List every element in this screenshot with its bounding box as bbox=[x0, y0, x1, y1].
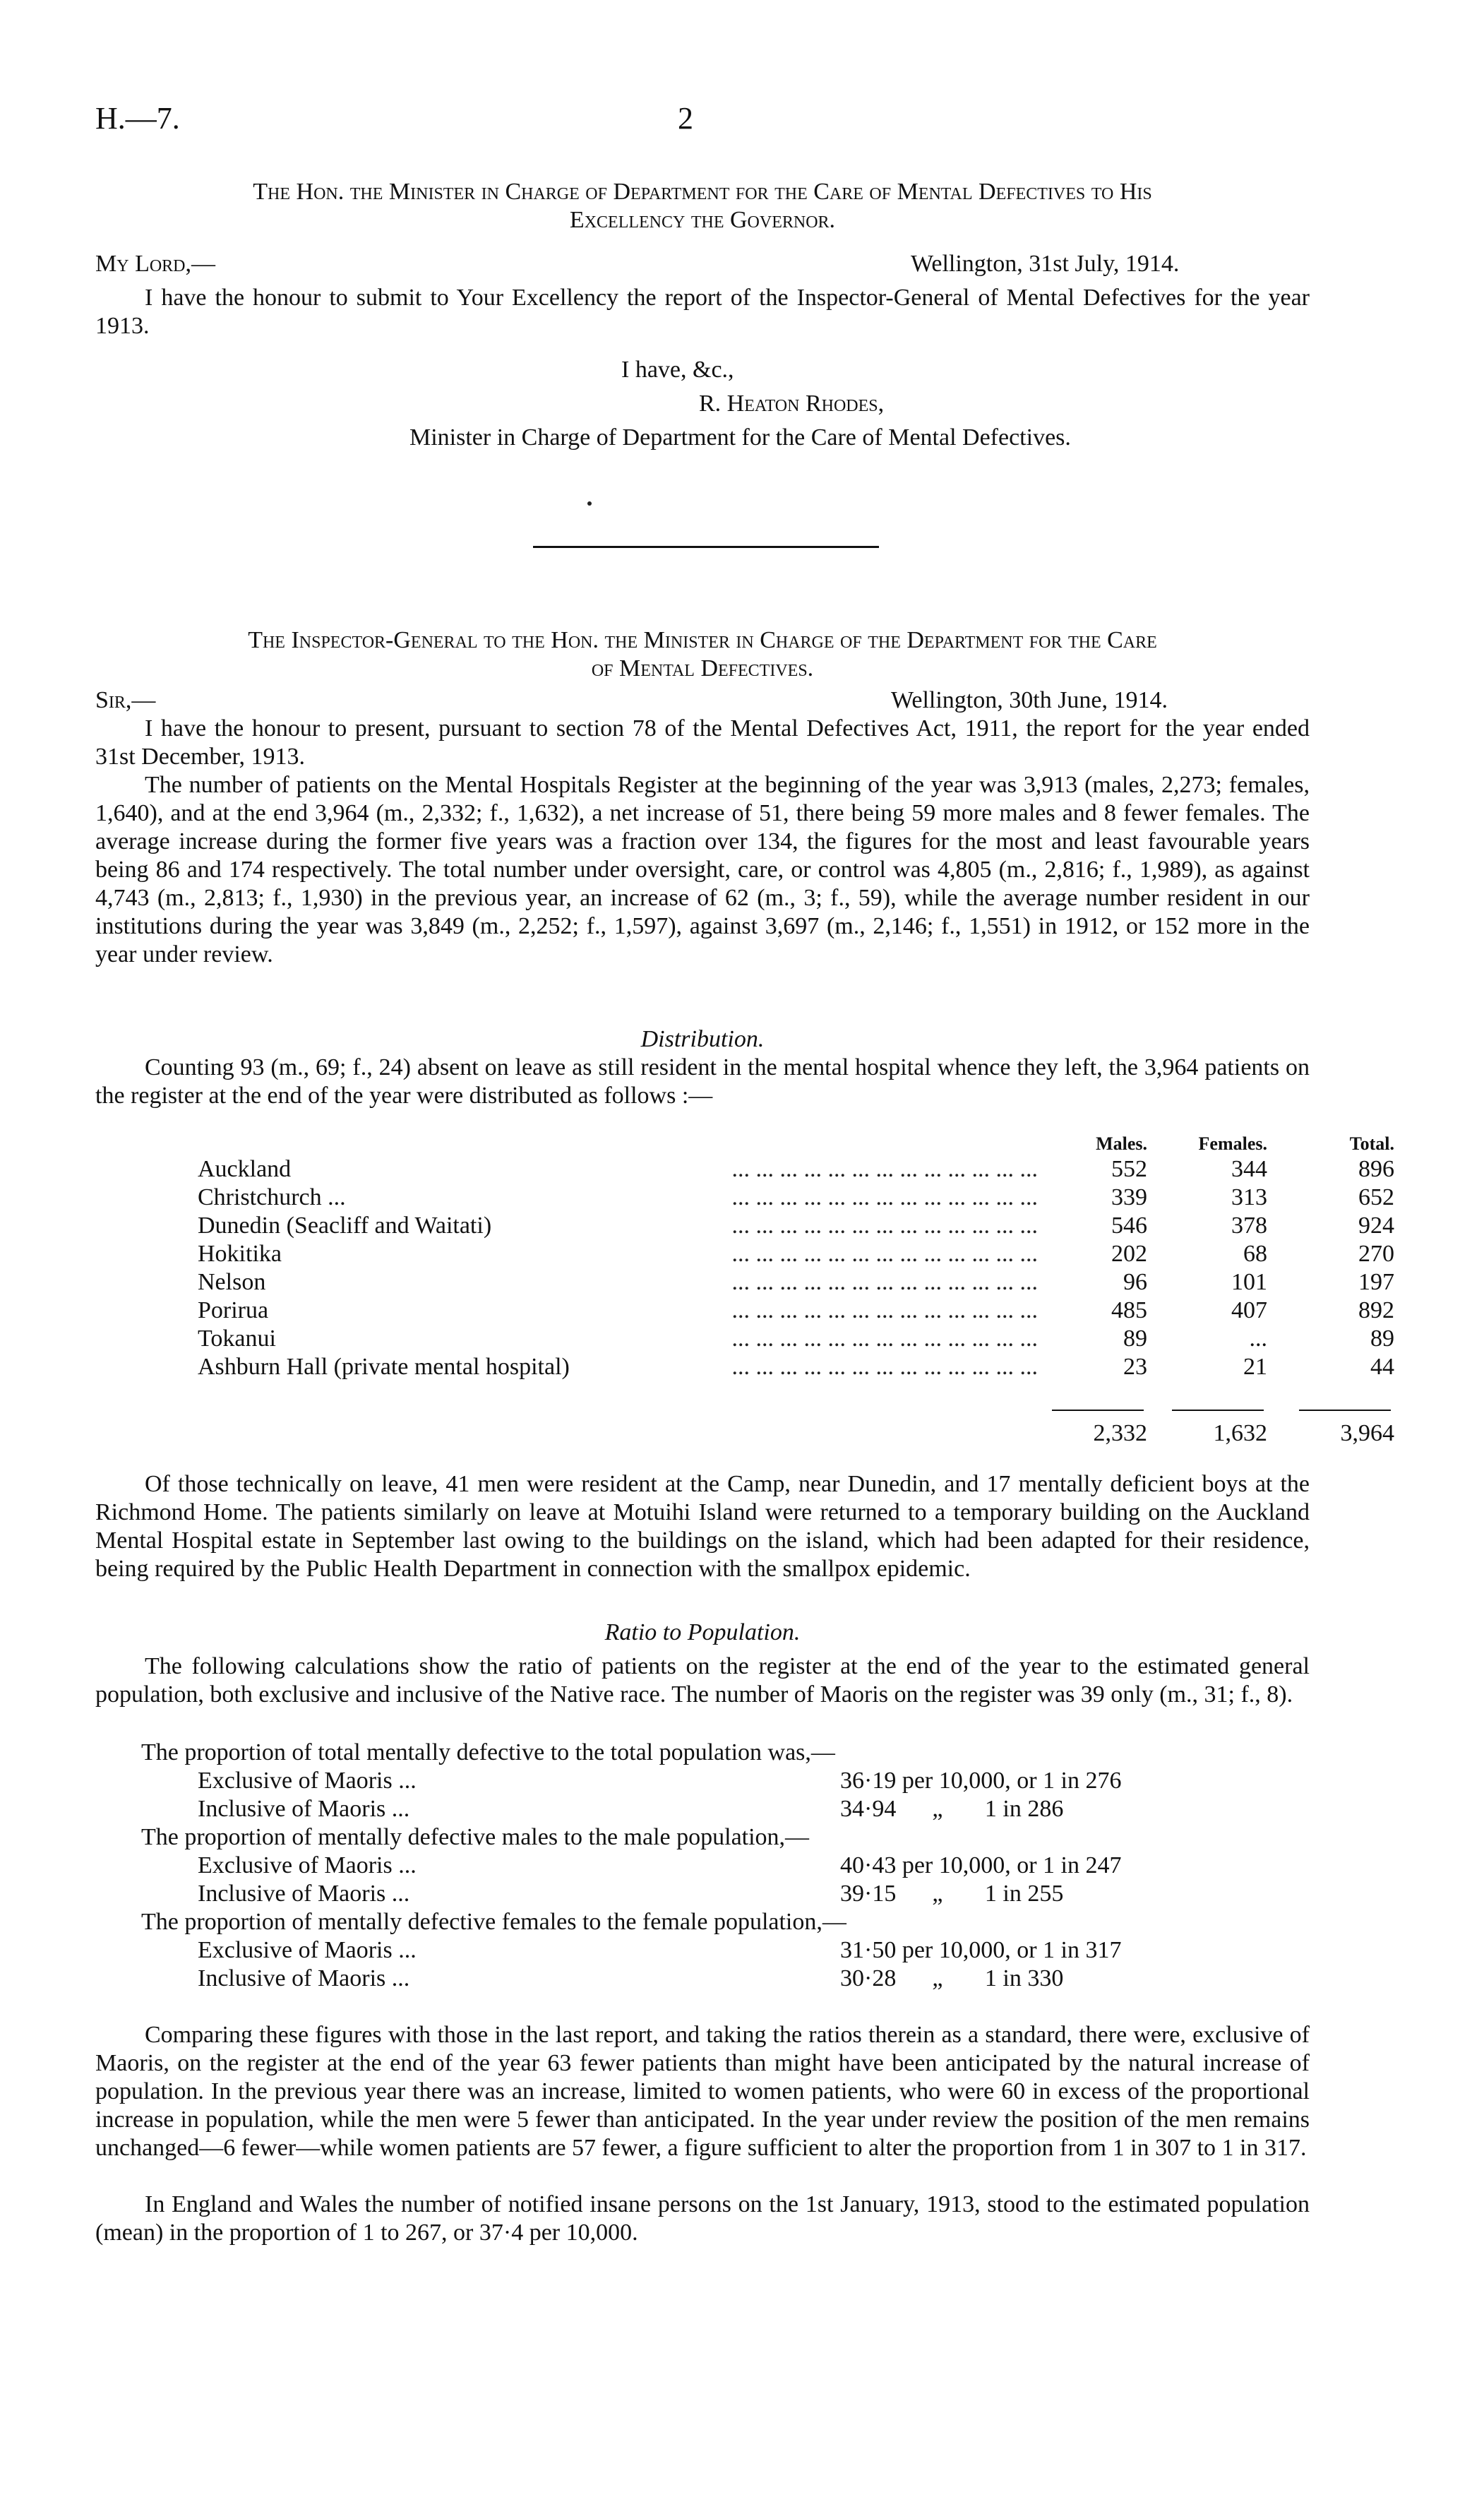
ratio-line-label: Inclusive of Maoris ... bbox=[198, 1881, 410, 1907]
col-females-header: Females. bbox=[1198, 1133, 1267, 1154]
ratio-line bbox=[141, 1852, 1341, 1880]
ratio-intro: The following calculations show the ratio of patients on the register at the end of the year to the estimated general population, both exclusive and inclusive of the Native race. The number of Maoris on the register was 39 only (m., 31; f., 8). bbox=[95, 1653, 1310, 1708]
letter2-address-line1: The Inspector-General to the Hon. the Minister in Charge of the Department for the Care bbox=[248, 627, 1157, 653]
page-number: 2 bbox=[678, 101, 693, 136]
cell-females: 378 bbox=[1231, 1213, 1267, 1239]
ratio-line-value: 31·50 per 10,000, or 1 in 317 bbox=[840, 1937, 1122, 1963]
cell-males: 339 bbox=[1111, 1184, 1147, 1210]
cell-males: 89 bbox=[1123, 1326, 1147, 1352]
hospital-name: Ashburn Hall (private mental hospital) bbox=[198, 1353, 577, 1381]
letter2-para2: The number of patients on the Mental Hospitals Register at the beginning of the year was 3,913 (males, 2,273; females, 1,640), and at the end 3,964 (m., 2,332; f., 1,632), a net increase of 51, there being 59 more males and 8 fewer females. The average increase during the former five years was a fraction over 134, the figures for the most and least favourable years being 86 and 174 respectively. The total number under oversight, care, or control was 4,805 (m., 2,816; f., 1,989), as against 4,743 (m., 2,813; f., 1,930) in the previous year, an increase of 62 (m., 3; f., 59), while the average number resident in our institutions during the year was 3,849 (m., 2,252; f., 1,597), against 3,697 (m., 2,146; f., 1,551) in 1912, or 152 more in the year under review. bbox=[95, 772, 1310, 967]
letter2-address-line2: of Mental Defectives. bbox=[591, 655, 814, 681]
cell-males: 96 bbox=[1123, 1269, 1147, 1295]
cell-females: 68 bbox=[1243, 1241, 1267, 1267]
total-total: 3,964 bbox=[1340, 1420, 1394, 1446]
distribution-intro: Counting 93 (m., 69; f., 24) absent on leave as still resident in the mental hospital whence they left, the 3,964 patients on the register at the end of the year were distributed as follows :— bbox=[95, 1054, 1310, 1109]
total-males: 2,332 bbox=[1093, 1420, 1147, 1446]
ratio-group-label: The proportion of total mentally defective to the total population was,— bbox=[141, 1739, 835, 1765]
ratio-line bbox=[141, 1936, 1341, 1965]
ratio-line bbox=[141, 1795, 1341, 1823]
ratio-line-value: 39·15 „ 1 in 255 bbox=[840, 1881, 1064, 1907]
cell-total: 270 bbox=[1358, 1241, 1394, 1267]
total-females: 1,632 bbox=[1213, 1420, 1267, 1446]
letter1-address-line1: The Hon. the Minister in Charge of Department for the Care of Mental Defectives to His bbox=[253, 179, 1152, 205]
cell-males: 485 bbox=[1111, 1297, 1147, 1323]
ratio-line bbox=[141, 1880, 1341, 1908]
total-rule-males bbox=[1052, 1410, 1144, 1411]
totals-row bbox=[198, 1419, 1394, 1448]
cell-females: 344 bbox=[1231, 1156, 1267, 1182]
cell-males: 552 bbox=[1111, 1156, 1147, 1182]
total-rule-total bbox=[1299, 1410, 1391, 1411]
total-rule-females bbox=[1172, 1410, 1264, 1411]
section-divider bbox=[533, 546, 879, 548]
england-comparison: In England and Wales the number of notified insane persons on the 1st January, 1913, stood to the estimated population (mean) in the proportion of 1 to 267, or 37·4 per 10,000. bbox=[95, 2191, 1310, 2246]
cell-females: 101 bbox=[1231, 1269, 1267, 1295]
letter2-salutation: Sir,— bbox=[95, 687, 156, 713]
letter2-para1: I have the honour to present, pursuant to section 78 of the Mental Defectives Act, 1911, the report for the year ended 31st December, 1913. bbox=[95, 715, 1310, 770]
col-males-header: Males. bbox=[1096, 1133, 1147, 1154]
ratio-comparison: Comparing these figures with those in the last report, and taking the ratios therein as a standard, there were, exclusive of Maoris, on the register at the end of the year 63 fewer patients than might have been anticipated by the natural increase of population. In the previous year there was an increase, limited to women patients, who were 60 in excess of the proportional increase in population, while the men were 5 fewer than anticipated. In the year under review the position of the men remains unchanged—6 fewer—while women patients are 57 fewer, a figure sufficient to alter the proportion from 1 in 307 to 1 in 317. bbox=[95, 2022, 1310, 2161]
table-row bbox=[198, 1297, 1394, 1325]
hospital-name: Hokitika bbox=[198, 1240, 289, 1268]
dot-leader: ... ... ... ... ... ... ... ... ... ... ... ... ... bbox=[731, 1241, 1038, 1267]
ratio-heading: Ratio to Population. bbox=[604, 1619, 801, 1645]
cell-total: 924 bbox=[1358, 1213, 1394, 1239]
ratio-calculations bbox=[141, 1739, 1341, 1993]
table-row bbox=[198, 1184, 1394, 1212]
ratio-group-label: The proportion of mentally defective females to the female population,— bbox=[141, 1909, 846, 1935]
hospital-name: Auckland bbox=[198, 1155, 298, 1184]
document-reference: H.—7. bbox=[95, 101, 180, 136]
ink-mark bbox=[587, 501, 592, 506]
letter1-address-line2: Excellency the Governor. bbox=[569, 207, 836, 233]
dot-leader: ... ... ... ... ... ... ... ... ... ... ... ... ... bbox=[731, 1354, 1038, 1380]
ratio-line-label: Inclusive of Maoris ... bbox=[198, 1796, 410, 1822]
cell-males: 202 bbox=[1111, 1241, 1147, 1267]
dot-leader: ... ... ... ... ... ... ... ... ... ... ... ... ... bbox=[731, 1269, 1038, 1295]
ratio-line-value: 36·19 per 10,000, or 1 in 276 bbox=[840, 1768, 1122, 1794]
hospital-name: Dunedin (Seacliff and Waitati) bbox=[198, 1212, 498, 1240]
hospital-name: Nelson bbox=[198, 1268, 273, 1297]
ratio-line bbox=[141, 1767, 1341, 1795]
cell-females: ... bbox=[1249, 1326, 1267, 1352]
table-row bbox=[198, 1212, 1394, 1240]
hospital-name: Christchurch ... bbox=[198, 1184, 353, 1212]
ratio-line bbox=[141, 1965, 1341, 1993]
ratio-line-value: 30·28 „ 1 in 330 bbox=[840, 1965, 1064, 1991]
dot-leader: ... ... ... ... ... ... ... ... ... ... ... ... ... bbox=[731, 1213, 1038, 1239]
ratio-line-value: 40·43 per 10,000, or 1 in 247 bbox=[840, 1852, 1122, 1878]
leave-note: Of those technically on leave, 41 men were resident at the Camp, near Dunedin, and 17 mentally deficient boys at the Richmond Home. The patients similarly on leave at Motuihi Island were returned to a temporary building on the Auckland Mental Hospital estate in September last owing to the buildings on the island, which had been adapted for their residence, being required by the Public Health Department in connection with the smallpox epidemic. bbox=[95, 1471, 1310, 1582]
dot-leader: ... ... ... ... ... ... ... ... ... ... ... ... ... bbox=[731, 1156, 1038, 1182]
dot-leader: ... ... ... ... ... ... ... ... ... ... ... ... ... bbox=[731, 1297, 1038, 1323]
distribution-table bbox=[198, 1130, 1394, 1446]
table-header-row bbox=[198, 1130, 1394, 1155]
letter1-signatory-title: Minister in Charge of Department for the Care of Mental Defectives. bbox=[409, 424, 1071, 451]
cell-males: 546 bbox=[1111, 1213, 1147, 1239]
table-row bbox=[198, 1240, 1394, 1268]
dot-leader: ... ... ... ... ... ... ... ... ... ... ... ... ... bbox=[731, 1184, 1038, 1210]
cell-females: 21 bbox=[1243, 1354, 1267, 1380]
letter1-closing: I have, &c., bbox=[621, 357, 734, 383]
ratio-line-value: 34·94 „ 1 in 286 bbox=[840, 1796, 1064, 1822]
cell-total: 652 bbox=[1358, 1184, 1394, 1210]
col-total-header: Total. bbox=[1349, 1133, 1394, 1154]
cell-females: 313 bbox=[1231, 1184, 1267, 1210]
distribution-heading: Distribution. bbox=[640, 1026, 765, 1052]
table-row bbox=[198, 1155, 1394, 1184]
hospital-name: Tokanui bbox=[198, 1325, 283, 1353]
letter2-date: Wellington, 30th June, 1914. bbox=[891, 687, 1168, 713]
table-row bbox=[198, 1268, 1394, 1297]
ratio-line-label: Inclusive of Maoris ... bbox=[198, 1965, 410, 1991]
cell-total: 197 bbox=[1358, 1269, 1394, 1295]
cell-males: 23 bbox=[1123, 1354, 1147, 1380]
letter1-body: I have the honour to submit to Your Excellency the report of the Inspector-General of Mental Defectives for the year 1913. bbox=[95, 285, 1310, 339]
cell-total: 44 bbox=[1370, 1354, 1394, 1380]
table-row bbox=[198, 1325, 1394, 1353]
letter1-salutation: My Lord,— bbox=[95, 251, 216, 277]
cell-total: 892 bbox=[1358, 1297, 1394, 1323]
cell-total: 89 bbox=[1370, 1326, 1394, 1352]
hospital-name: Porirua bbox=[198, 1297, 275, 1325]
letter1-date: Wellington, 31st July, 1914. bbox=[911, 251, 1180, 277]
ratio-line-label: Exclusive of Maoris ... bbox=[198, 1768, 417, 1794]
dot-leader: ... ... ... ... ... ... ... ... ... ... ... ... ... bbox=[731, 1326, 1038, 1352]
ratio-line-label: Exclusive of Maoris ... bbox=[198, 1852, 417, 1878]
cell-total: 896 bbox=[1358, 1156, 1394, 1182]
ratio-group-label: The proportion of mentally defective males to the male population,— bbox=[141, 1824, 810, 1850]
table-row bbox=[198, 1353, 1394, 1381]
letter1-signatory: R. Heaton Rhodes, bbox=[699, 391, 885, 417]
cell-females: 407 bbox=[1231, 1297, 1267, 1323]
ratio-line-label: Exclusive of Maoris ... bbox=[198, 1937, 417, 1963]
